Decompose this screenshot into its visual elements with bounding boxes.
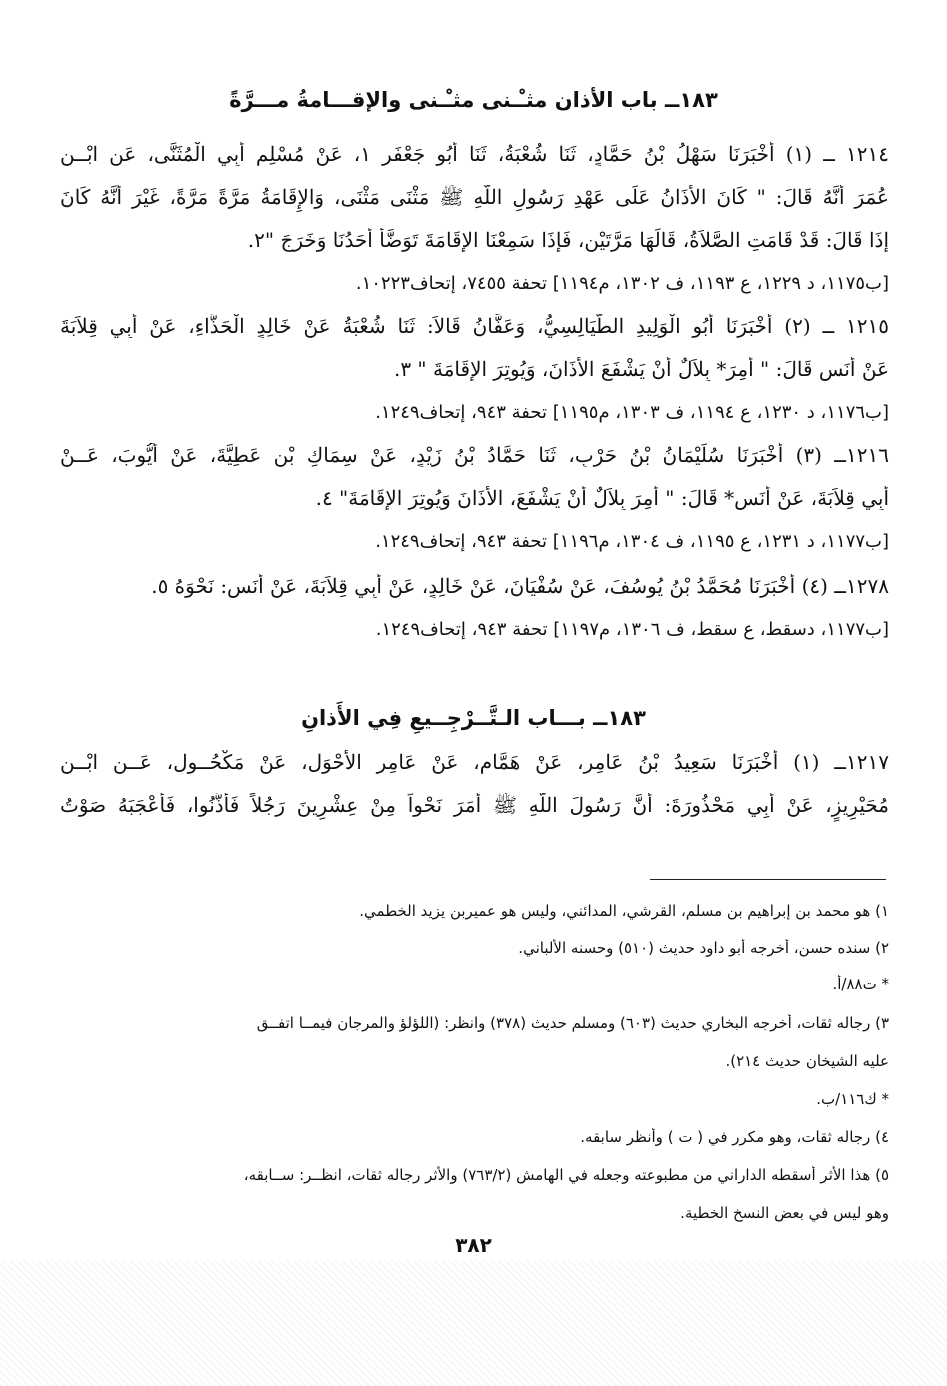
hadith-1215-line-1: ١٢١٥ ــ (٢) أَخْبَرَنَا أَبُو الْوَلِيدِ الطَّيَالِسِيُّ، وَعَفَّانُ قَالاَ: ثَنَا شُعْبَةُ عَنْ خَالِدٍ الْحَذَّاءِ، عَنْ أَبِي قِلاَبَةَ bbox=[60, 314, 889, 338]
footnote-4: ٤) رجاله ثقات، وهو مكرر في ( ت ) وأنظر سابقه. bbox=[580, 1128, 889, 1146]
footnote-marker-t: * ت٨٨/أ. bbox=[832, 975, 889, 993]
reference-1215: [ب١١٧٦، د ١٢٣٠، ع ١١٩٤، ف ١٣٠٣، م١١٩٥] تحفة ٩٤٣، إتحاف١٢٤٩. bbox=[375, 402, 889, 423]
hadith-1214-line-3: إِذَا قَالَ: قَدْ قَامَتِ الصَّلاَةُ، قَالَهَا مَرَّتَيْنِ، فَإِذَا سَمِعْنَا الإِقَامَةَ تَوَضَّأَ أَحَدُنَا وَخَرَجَ "٢. bbox=[247, 228, 889, 252]
chapter-title-tarji: ١٨٣ــ بـــاب الـتَّــرْجِــيعِ فِي الأَذانِ bbox=[301, 706, 646, 730]
footnote-marker-k: * ك١١٦/ب. bbox=[816, 1090, 889, 1108]
hadith-1217-line-1: ١٢١٧ــ (١) أَخْبَرَنَا سَعِيدُ بْنُ عَامِرٍ، عَنْ هَمَّامٍ، عَنْ عَامِرٍ الأَحْوَلِ، عَنْ مَكْحُــولٍ، عَــنِ ابْــنِ bbox=[60, 750, 889, 774]
hadith-1278-line-1: ١٢٧٨ــ (٤) أَخْبَرَنَا مُحَمَّدُ بْنُ يُوسُفَ، عَنْ سُفْيَانَ، عَنْ خَالِدٍ، عَنْ أَبِي قِلاَبَةَ، عَنْ أَنَسٍ: نَحْوَهُ ٥. bbox=[151, 574, 889, 598]
hadith-1216-line-1: ١٢١٦ــ (٣) أَخْبَرَنَا سُلَيْمَانُ بْنُ حَرْبٍ، ثَنَا حَمَّادُ بْنُ زَيْدٍ، عَنْ سِمَاكِ بْنِ عَطِيَّةَ، عَنْ أَيُّوبَ، عَــنْ bbox=[60, 443, 889, 467]
reference-1216: [ب١١٧٧، د ١٢٣١، ع ١١٩٥، ف ١٣٠٤، م١١٩٦] تحفة ٩٤٣، إتحاف١٢٤٩. bbox=[375, 531, 889, 552]
footnote-5-line-2: وهو ليس في بعض النسخ الخطية. bbox=[680, 1204, 889, 1222]
hadith-1217-line-2: مُحَيْرِيزٍ، عَنْ أَبِي مَحْذُورَةَ: أَنَّ رَسُولَ اللَّهِ ﷺ أَمَرَ نَحْواً مِنْ عِشْرِينَ رَجُلاً فَأَذَّنُوا، فَأَعْجَبَهُ صَوْتُ bbox=[60, 793, 889, 817]
hadith-1214-line-1: ١٢١٤ ــ (١) أَخْبَرَنَا سَهْلُ بْنُ حَمَّادٍ، ثَنَا شُعْبَةُ، ثَنَا أَبُو جَعْفَرٍ ١، عَنْ مُسْلِمٍ أَبِي الْمُثَنَّى، عَنِ ابْــنِ bbox=[60, 142, 889, 166]
reference-1278: [ب١١٧٧، دسقط، ع سقط، ف ١٣٠٦، م١١٩٧] تحفة ٩٤٣، إتحاف١٢٤٩. bbox=[375, 619, 889, 640]
scan-texture bbox=[0, 1260, 947, 1386]
hadith-1215-line-2: عَنْ أَنَسٍ قَالَ: " أُمِرَ* بِلاَلٌ أَنْ يَشْفَعَ الأَذَانَ، وَيُوتِرَ الإِقَامَةَ " ٣. bbox=[393, 357, 889, 381]
page-number: ٣٨٢ bbox=[455, 1233, 492, 1257]
footnote-2: ٢) سنده حسن، أخرجه أبو داود حديث (٥١٠) وحسنه الألباني. bbox=[518, 939, 889, 957]
footnote-3-line-1: ٣) رجاله ثقات، أخرجه البخاري حديث (٦٠٣) ومسلم حديث (٣٧٨) وانظر: (اللؤلؤ والمرجان فيمــا اتفــق bbox=[256, 1014, 889, 1032]
chapter-title-adhan-pairs: ١٨٣ــ باب الأذان مثـْـنى مثـْـنى والإقـــامةُ مـــرَّةً bbox=[229, 88, 718, 112]
hadith-1214-line-2: عُمَرَ أَنَّهُ قَالَ: " كَانَ الأَذَانُ عَلَى عَهْدِ رَسُولِ اللَّهِ ﷺ مَثْنَى مَثْنَى، وَالإِقَامَةُ مَرَّةً مَرَّةً، غَيْرَ أَنَّهُ كَانَ bbox=[60, 185, 889, 209]
footnote-1: ١) هو محمد بن إبراهيم بن مسلم، القرشي، المدائني، وليس هو عميربن يزيد الخطمي. bbox=[359, 902, 889, 920]
footnote-5-line-1: ٥) هذا الأثر أسقطه الداراني من مطبوعته وجعله في الهامش (٧٦٣/٢) والأثر رجاله ثقات، انظــر: ســابقه، bbox=[243, 1166, 889, 1184]
footnote-3-line-2: عليه الشيخان حديث ٢١٤). bbox=[725, 1052, 889, 1070]
footnote-separator bbox=[650, 879, 886, 880]
reference-1214: [ب١١٧٥، د ١٢٢٩، ع ١١٩٣، ف ١٣٠٢، م١١٩٤] تحفة ٧٤٥٥، إتحاف١٠٢٢٣. bbox=[355, 273, 889, 294]
hadith-1216-line-2: أَبِي قِلاَبَةَ، عَنْ أَنَسٍ* قَالَ: " أُمِرَ بِلاَلٌ أَنْ يَشْفَعَ، الأَذَانَ وَيُوتِرَ الإِقَامَةَ" ٤. bbox=[315, 486, 889, 510]
